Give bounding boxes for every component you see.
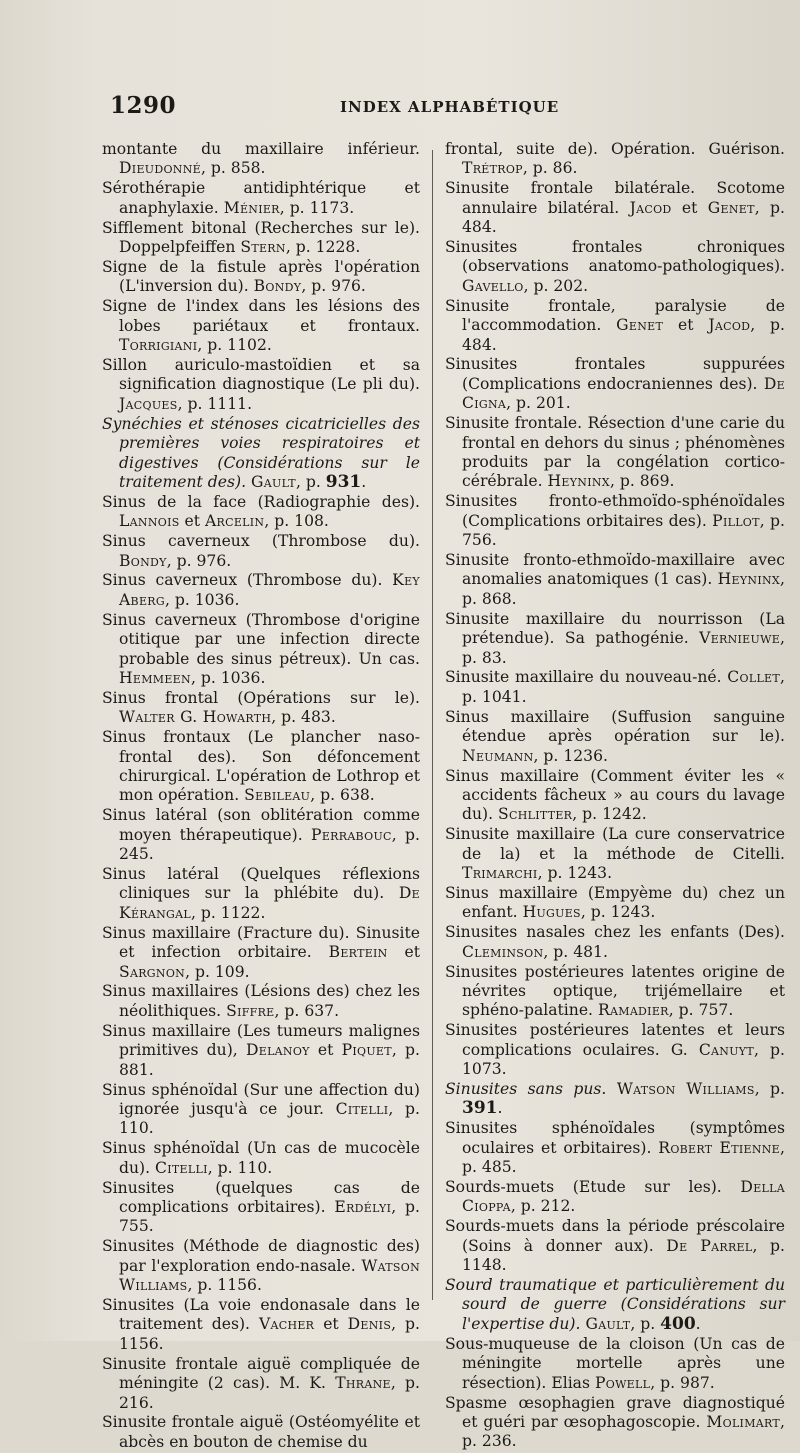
entry-text: Sinusites (La voie endonasale dans le traitement des). <box>102 1295 420 1334</box>
entry-text: Sinus maxillaire (Empyème du) chez un enfant. <box>445 883 785 922</box>
entry-text: Spasme œsophagien grave diagnostiqué et guéri par œsophagoscopie. <box>445 1393 785 1431</box>
entry-text: Sinus maxillaire (Fracture du). Sinusite et infection orbitaire. <box>102 923 420 962</box>
entry-text: , p. 1102. <box>197 336 272 355</box>
entry-text: , p. 1122. <box>190 903 266 922</box>
entry-text: Sinus sphénoïdal (Sur une affection du) ignorée jusqu'à ce jour. <box>102 1080 420 1118</box>
entry-text: Sinusite frontale. Résection d'une carie du frontal en dehors du sinus ; phénomènes produits par la congélation cortico-cérébrale. <box>445 414 785 491</box>
page-header <box>110 92 744 124</box>
index-entry <box>445 668 785 707</box>
author-name: De Cigna <box>462 374 785 413</box>
author-name: Genet <box>707 198 755 217</box>
entry-text: Sinusite frontale bilatérale. Scotome annulaire bilatéral. <box>445 179 785 217</box>
left-column <box>102 140 420 1453</box>
index-entry <box>445 1178 785 1217</box>
index-entry <box>102 1237 420 1295</box>
index-entry <box>102 493 420 532</box>
entry-text: , p. 109. <box>185 962 250 981</box>
author-name: Gault <box>251 472 296 491</box>
index-entry <box>445 708 785 766</box>
entry-text <box>606 1080 616 1098</box>
author-name: Powell <box>594 1373 651 1392</box>
entry-text: , p. 485. <box>462 1138 785 1177</box>
author-name: Vacher <box>258 1315 315 1334</box>
author-name: Jacques <box>119 394 178 413</box>
author-name: Torrigiani <box>119 336 198 355</box>
entry-text: Signe de la fistule après l'opération (L'inversion du). <box>102 257 420 296</box>
entry-text: Sinusites (quelques cas de complications orbitaires). <box>102 1178 420 1216</box>
author-name: Jacod <box>708 316 751 335</box>
entry-text: , p. 976. <box>166 551 232 570</box>
entry-text: . <box>361 472 367 491</box>
author-name: Piquet <box>341 1041 392 1060</box>
entry-text: Sinusites frontales suppurées (Complications endocraniennes des). <box>445 355 785 393</box>
index-entry <box>445 1119 785 1177</box>
running-title: INDEX ALPHABÉTIQUE <box>340 98 560 116</box>
entry-text: , p. 1242. <box>572 805 647 824</box>
entry-text: , p. 484. <box>462 316 785 354</box>
author-name: Vernieuwe <box>699 629 781 648</box>
index-entry <box>102 532 420 571</box>
index-entry <box>445 884 785 923</box>
entry-text: , p. 1156. <box>187 1276 262 1295</box>
entry-text: Sourds-muets dans la période préscolaire (Soins à donner aux). <box>445 1217 785 1255</box>
entry-text: , p. <box>295 472 326 491</box>
entry-text: , p. 1036. <box>190 668 266 687</box>
index-entry <box>102 924 420 982</box>
index-entry <box>102 179 420 218</box>
index-entry <box>102 571 420 610</box>
author-name: Walter G. Howarth <box>119 708 272 727</box>
index-entry <box>102 689 420 728</box>
author-name: De Kérangal <box>119 884 420 922</box>
index-entry <box>445 1335 785 1393</box>
entry-text: Sourds-muets (Etude sur les). <box>445 1178 741 1197</box>
entry-text: , p. 202. <box>523 276 589 295</box>
entry-text: Sinus frontal (Opérations sur le). <box>102 688 420 707</box>
author-name: Pillot <box>712 511 760 530</box>
index-entry <box>445 610 785 668</box>
entry-text: , p. 83. <box>462 629 785 667</box>
entry-text: Sinusites fronto-ethmoïdo-sphénoïdales (Complications orbitaires des). <box>445 492 785 530</box>
entry-text: Sinus sphénoïdal (Un cas de mucocèle du). <box>102 1139 420 1177</box>
entry-text: , p. <box>754 1080 785 1098</box>
entry-text: , p. 110. <box>119 1099 420 1138</box>
author-name: Schlitter <box>498 805 573 824</box>
index-entry <box>445 355 785 413</box>
entry-text: Sinus maxillaire (Comment éviter les « accidents fâcheux » au cours du lavage du). <box>445 766 785 824</box>
entry-text: Sinus maxillaire (Suffusion sanguine étendue après opération sur le). <box>445 707 785 746</box>
entry-text: Sinus de la face (Radiographie des). <box>102 492 420 511</box>
entry-text: Sinus latéral (Quelques réflexions cliniques sur la phlébite du). <box>102 865 420 903</box>
index-entry <box>102 1022 420 1080</box>
entry-text: et <box>314 1315 348 1334</box>
entry-text: montante du maxillaire inférieur. <box>102 140 420 158</box>
page-number: 1290 <box>110 92 177 119</box>
entry-text: Sinusites nasales chez les enfants (Des). <box>445 923 785 942</box>
author-name: Sebileau <box>244 786 311 805</box>
entry-text: . <box>695 1314 701 1333</box>
author-name: Lannois <box>119 512 180 531</box>
entry-text: Synéchies et sténoses cicatricielles des premières voies respiratoires et digestives (Considérations sur le traitement des). <box>102 414 420 491</box>
entry-text: Sourd traumatique et particulièrement du sourd de guerre (Considérations sur l'expertise du). <box>445 1276 785 1333</box>
entry-text: et <box>663 316 709 335</box>
entry-text: , p. 1148. <box>462 1236 785 1275</box>
author-name: Genet <box>616 316 664 335</box>
author-name: Heyninx <box>717 570 781 589</box>
entry-text: et <box>309 1041 342 1060</box>
entry-text: , p. 1041. <box>462 668 785 706</box>
entry-text: et <box>387 943 420 962</box>
entry-text: Sinusite frontale aiguë (Ostéomyélite et abcès en bouton de chemise du <box>102 1413 420 1451</box>
entry-text: , p. 1156. <box>119 1315 420 1353</box>
author-name: Watson Williams <box>616 1080 755 1098</box>
author-name: Jacod <box>629 198 672 217</box>
index-entry <box>445 1217 785 1275</box>
entry-text: , p. 868. <box>462 570 785 608</box>
entry-text: Sinus frontaux (Le plancher naso-frontal des). Son défoncement chirurgical. L'opération de Lothrop et mon opération. <box>102 728 420 805</box>
entry-text: Sinusite maxillaire (La cure conservatrice de la) et la méthode de Citelli. <box>445 825 785 863</box>
author-name: Stern <box>240 238 286 257</box>
author-name: Robert Etienne <box>658 1138 781 1157</box>
entry-text: Sérothérapie antidiphtérique et anaphylaxie. <box>102 179 420 217</box>
index-entry <box>102 415 420 493</box>
index-entry <box>445 179 785 237</box>
author-name: Key Aberg <box>119 571 420 609</box>
entry-text: , p. 236. <box>462 1412 785 1451</box>
author-name: Della Cioppa <box>462 1178 785 1216</box>
index-entry <box>445 1394 785 1452</box>
entry-text: Sinusites sans pus. <box>445 1080 607 1098</box>
index-entry <box>445 551 785 609</box>
entry-text: Sinusite frontale, paralysie de l'accommodation. <box>445 296 785 335</box>
author-name: Delanoy <box>245 1041 310 1060</box>
author-name: Watson Williams <box>119 1256 420 1295</box>
index-entry <box>102 1139 420 1178</box>
index-entry <box>102 1081 420 1139</box>
author-name: Gavello <box>462 276 524 295</box>
author-name: Collet <box>727 668 781 687</box>
page-ref-bold: 931 <box>325 471 362 492</box>
page-ref-bold: 400 <box>660 1313 696 1334</box>
author-name: Perrabouc <box>311 825 392 844</box>
entry-text: , p. 483. <box>271 708 336 727</box>
index-entry <box>445 414 785 492</box>
author-name: Arcelin <box>204 512 265 531</box>
author-name: Gault <box>585 1314 631 1333</box>
index-entry <box>445 1021 785 1079</box>
entry-text: Sinus caverneux (Thrombose d'origine otitique par une infection directe probable des sinus pétreux). Un cas. <box>102 610 420 668</box>
entry-text: , p. <box>630 1314 661 1333</box>
author-name: De Parrel <box>666 1236 753 1255</box>
right-column <box>445 140 785 1452</box>
index-entry <box>102 258 420 297</box>
entry-text: Sinusites (Méthode de diagnostic des) par l'exploration endo-nasale. <box>102 1237 420 1275</box>
author-name: Ménier <box>223 198 280 217</box>
entry-text: , p. 1243. <box>537 864 613 883</box>
entry-text: Sinus caverneux (Thrombose du). <box>102 571 393 590</box>
index-entry <box>445 1276 785 1334</box>
entry-text: Sinusite fronto-ethmoïdo-maxillaire avec anomalies anatomiques (1 cas). <box>445 551 785 589</box>
author-name: Citelli <box>155 1158 208 1177</box>
entry-text: , p. 481. <box>543 942 608 961</box>
entry-text: , p. 110. <box>207 1158 273 1177</box>
entry-text: , p. 1173. <box>279 198 355 217</box>
author-name: Ramadier <box>597 1001 669 1020</box>
entry-text: , p. 245. <box>119 825 420 864</box>
index-entry <box>445 297 785 355</box>
entry-text: , p. 757. <box>668 1001 734 1020</box>
entry-text: , p. 858. <box>200 159 266 178</box>
entry-text: , p. 484. <box>462 198 785 237</box>
index-entry <box>102 140 420 179</box>
author-name: Neumann <box>462 746 534 765</box>
index-entry <box>102 297 420 355</box>
index-entry <box>445 963 785 1021</box>
entry-text: Sinusites sphénoïdales (symptômes oculaires et orbitaires). <box>445 1119 785 1157</box>
index-entry <box>102 219 420 258</box>
index-entry <box>102 728 420 806</box>
author-name: Canuyt <box>698 1040 754 1059</box>
entry-text: , p. 987. <box>650 1373 715 1392</box>
index-entry <box>102 865 420 923</box>
entry-text: , p. 212. <box>510 1197 576 1216</box>
entry-text: , p. 1236. <box>533 746 608 765</box>
entry-text: Sillon auriculo-mastoïdien et sa signification diagnostique (Le pli du). <box>102 355 420 394</box>
author-name: Thrane <box>335 1374 391 1393</box>
entry-text: et <box>671 198 708 217</box>
entry-text: , p. 1073. <box>462 1040 785 1079</box>
entry-text: , p. 108. <box>264 512 329 531</box>
entry-text: , p. 86. <box>522 159 578 178</box>
author-name: Bondy <box>119 551 167 570</box>
author-name: Bondy <box>253 277 302 296</box>
entry-text: Sinusite maxillaire du nourrisson (La prétendue). Sa pathogénie. <box>445 609 785 648</box>
author-name: Siffre <box>226 1001 275 1020</box>
entry-text: , p. 755. <box>119 1197 420 1236</box>
author-name: Bertein <box>328 943 388 962</box>
entry-text: , p. 637. <box>274 1001 340 1020</box>
entry-text: Sinus maxillaire (Les tumeurs malignes primitives du), <box>102 1021 420 1060</box>
entry-text: Sinusites postérieures latentes origine de névrites optique, trijémellaire et sphéno-palatine. <box>445 962 785 1020</box>
index-entry <box>445 825 785 883</box>
entry-text: . <box>497 1099 503 1118</box>
index-entry <box>445 767 785 825</box>
index-entry <box>102 1355 420 1413</box>
entry-text: frontal, suite de). Opération. Guérison. <box>445 140 785 158</box>
entry-text: , p. 216. <box>119 1374 420 1412</box>
author-name: Dieudonné <box>119 159 201 178</box>
author-name: Trétrop <box>462 159 523 178</box>
index-entry <box>102 806 420 864</box>
entry-text: Sinusites postérieures latentes et leurs complications oculaires. G. <box>445 1021 785 1059</box>
entry-text: , p. 1111. <box>177 394 253 413</box>
column-divider <box>432 150 433 1300</box>
index-entry <box>445 1080 785 1119</box>
index-entry <box>102 611 420 689</box>
author-name: Cleminson <box>462 942 544 961</box>
entry-text: , p. 1228. <box>285 238 361 257</box>
author-name: Heyninx <box>547 472 610 491</box>
entry-text: Sinus latéral (son oblitération comme moyen thérapeutique). <box>102 806 420 844</box>
entry-text: , p. 869. <box>609 472 675 491</box>
author-name: Erdélyi <box>334 1197 392 1216</box>
index-entry <box>102 1179 420 1237</box>
entry-text: Sinusite frontale aiguë compliquée de méningite (2 cas). M. K. <box>102 1354 420 1393</box>
entry-text: , p. 201. <box>506 394 571 413</box>
author-name: Hugues <box>522 903 581 922</box>
entry-text: et <box>179 512 205 531</box>
author-name: Hemmeen <box>119 668 191 687</box>
entry-text: , p. 756. <box>462 511 785 550</box>
index-entry <box>445 140 785 179</box>
entry-text: Sinusite maxillaire du nouveau-né. <box>445 668 728 687</box>
entry-text: Sous-muqueuse de la cloison (Un cas de méningite mortelle après une résection). Elias <box>445 1334 785 1392</box>
entry-text: , p. 1243. <box>580 903 656 922</box>
page-ref-bold: 391 <box>462 1098 498 1119</box>
entry-text: , p. 638. <box>310 786 375 805</box>
entry-text: Sinusites frontales chroniques (observations anatomo-pathologiques). <box>445 238 785 276</box>
entry-text: Signe de l'index dans les lésions des lobes pariétaux et frontaux. <box>102 297 420 335</box>
index-entry <box>102 982 420 1021</box>
author-name: Denis <box>347 1315 392 1334</box>
entry-text: , p. 1036. <box>164 590 240 609</box>
entry-text: , p. 976. <box>301 277 366 296</box>
index-entry <box>102 356 420 414</box>
index-entry <box>102 1296 420 1354</box>
index-entry <box>102 1413 420 1452</box>
author-name: Trimarchi <box>462 864 538 883</box>
index-entry <box>445 238 785 296</box>
entry-text: , p. 881. <box>119 1041 420 1079</box>
author-name: Molimart <box>706 1412 781 1431</box>
entry-text: Sifflement bitonal (Recherches sur le). Doppelpfeiffen <box>102 218 420 257</box>
entry-text: Sinus caverneux (Thrombose du). <box>102 532 420 551</box>
entry-text: Sinus maxillaires (Lésions des) chez les néolithiques. <box>102 982 420 1020</box>
author-name: Citelli <box>335 1099 389 1118</box>
author-name: Sargnon <box>119 962 186 981</box>
index-entry <box>445 492 785 550</box>
index-entry <box>445 923 785 962</box>
